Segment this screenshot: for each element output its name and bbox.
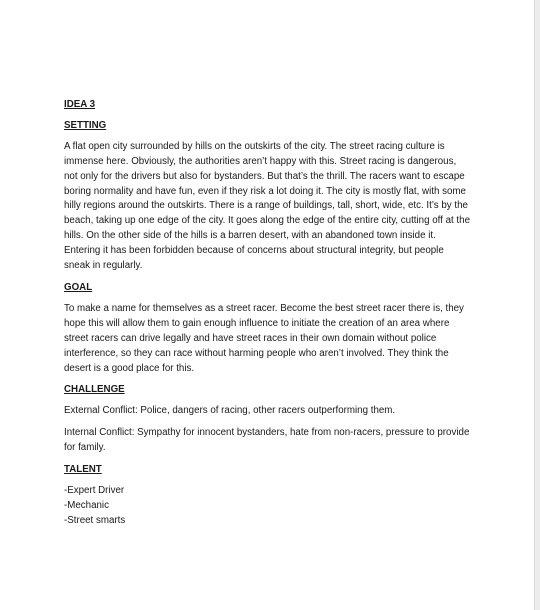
idea-title: IDEA 3 [64, 99, 96, 110]
setting-heading: SETTING [64, 119, 107, 131]
talent-heading: TALENT [64, 464, 102, 476]
document-body [64, 98, 472, 529]
talent-item-street-smarts: -Street smarts [64, 514, 126, 526]
external-conflict-paragraph: External Conflict: Police, dangers of racing, other racers outperforming them. [64, 405, 396, 417]
setting-paragraph: A flat open city surrounded by hills on the outskirts of the city. The street racing culture is immense here. Obviously, the authorities aren’t happy with this. Street racing is dangerous, not only for the drivers but also for bystanders. But that’s the thrill. The racers want to escape boring normality and have fun, even if they risk a lot doing it. The city is mostly flat, with some hilly regions around the outskirts. There is a range of buildings, tall, short, wide, etc. It’s by the beach, taking up one edge of the city. It goes along the edge of the entire city, cutting off at the hills. On the other side of the hills is a barren desert, with an abandoned town inside it. Entering it has been forbidden because of concerns about structural integrity, but people sneak in regularly. [64, 140, 470, 272]
talent-item-mechanic: -Mechanic [64, 499, 109, 511]
goal-heading: GOAL [64, 281, 93, 293]
internal-conflict-paragraph: Internal Conflict: Sympathy for innocent bystanders, hate from non-racers, pressure to provide for family. [64, 427, 470, 454]
talent-item-driver: -Expert Driver [64, 484, 125, 496]
challenge-heading: CHALLENGE [64, 384, 125, 396]
goal-paragraph: To make a name for themselves as a street racer. Become the best street racer there is, they hope this will allow them to gain enough influence to initiate the creation of an area where street racers can drive legally and have street races in their own domain without police interference, so they can race without harming people who aren’t involved. They think the desert is a good place for this. [64, 302, 464, 374]
talent-list [64, 484, 472, 529]
